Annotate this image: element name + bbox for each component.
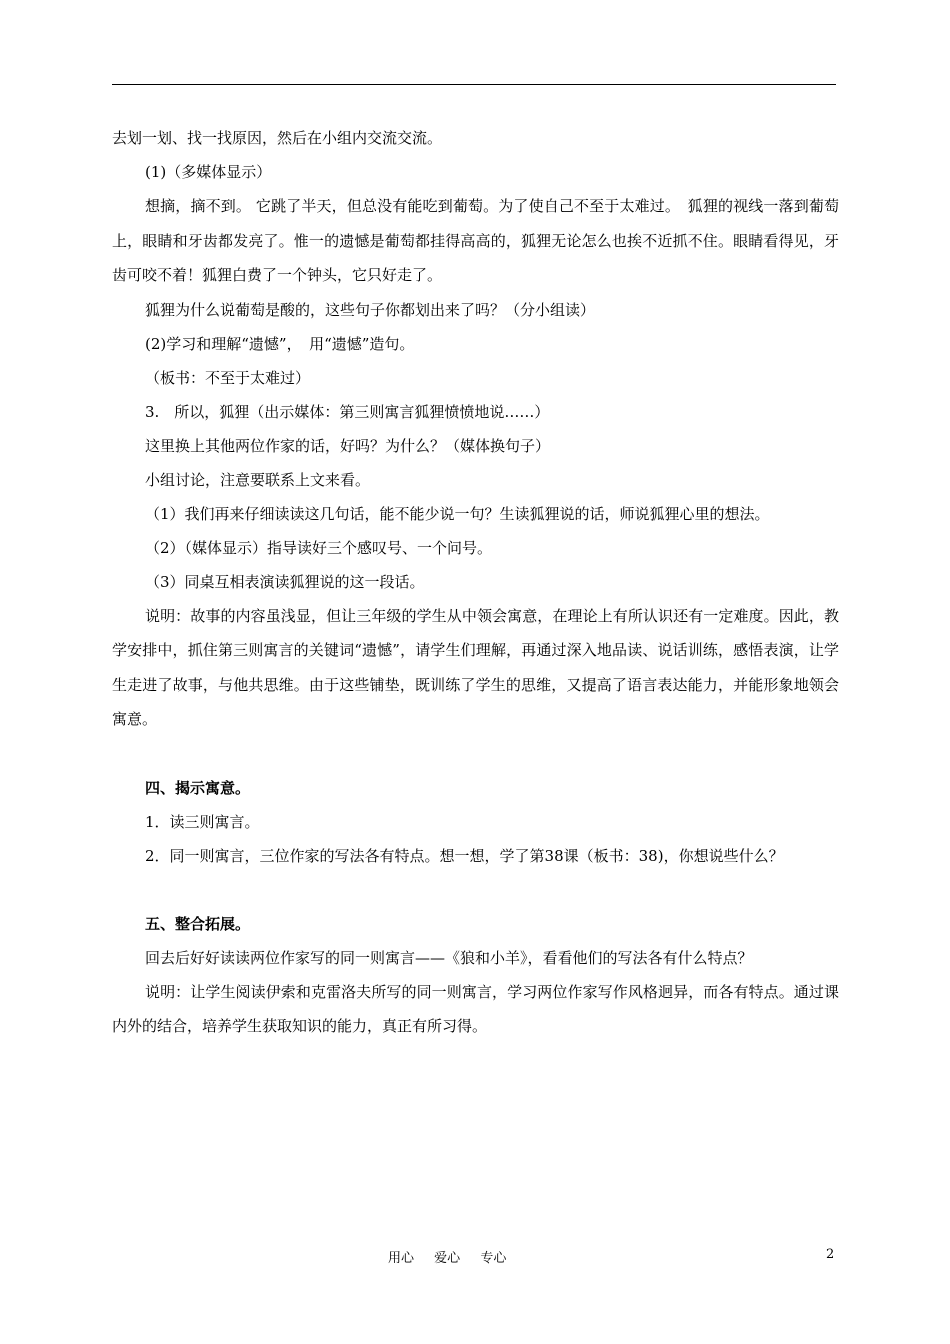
paragraph-media-1: (1)（多媒体显示） bbox=[145, 163, 272, 181]
paragraph-fox-story: 想摘，摘不到。 它跳了半天，但总没有能吃到葡萄。为了使自己不至于太难过。 狐狸的视线一落到葡萄上，眼睛和牙齿都发亮了。惟一的遗憾是葡萄都挂得高高的，狐狸无论怎么也挨不近抓不住。眼睛看得见，牙齿可咬不着！狐狸白费了一个钟头，它只好走了。 bbox=[112, 197, 839, 284]
paragraph-discussion: 小组讨论，注意要联系上文来看。 bbox=[145, 470, 371, 489]
spacer bbox=[112, 737, 839, 771]
paragraph-sub-3: （3）同桌互相表演读狐狸说的这一段话。 bbox=[145, 572, 425, 591]
paragraph-learn-yihan: (2)学习和理解“遗憾”， 用“遗憾”造句。 bbox=[145, 334, 415, 353]
section-4-item-1: 1．读三则寓言。 bbox=[145, 812, 260, 831]
section-5-paragraph-2: 说明：让学生阅读伊索和克雷洛夫所写的同一则寓言，学习两位作家写作风格迥异，而各有特点。通过课内外的结合，培养学生获取知识的能力，真正有所习得。 bbox=[112, 982, 839, 1035]
paragraph-explanation: 说明：故事的内容虽浅显，但让三年级的学生从中领会寓意，在理论上有所认识还有一定难度。因此，教学安排中，抓住第三则寓言的关键词“遗憾”，请学生们理解，再通过深入地品读、说话训练，感悟表演，让学生走进了故事，与他共思维。由于这些铺垫，既训练了学生的思维，又提高了语言表达能力，并能形象地领会寓意。 bbox=[112, 606, 839, 728]
paragraph-intro: 去划一划、找一找原因，然后在小组内交流交流。 bbox=[112, 129, 443, 147]
section-4-item-2: 2．同一则寓言，三位作家的写法各有特点。想一想，学了第38课（板书：38)，你想说些什么？ bbox=[145, 846, 784, 865]
section-4-heading: 四、揭示寓意。 bbox=[145, 778, 251, 797]
section-5-paragraph-1: 回去后好好读读两位作家写的同一则寓言——《狼和小羊》，看看他们的写法各有什么特点？ bbox=[145, 948, 753, 967]
document-body bbox=[112, 121, 839, 1044]
paragraph-board-note: （板书：不至于太难过） bbox=[145, 368, 311, 387]
header-rule bbox=[112, 84, 836, 85]
paragraph-question: 狐狸为什么说葡萄是酸的，这些句子你都划出来了吗？（分小组读） bbox=[145, 300, 596, 319]
footer-word-1: 用心 bbox=[388, 1251, 415, 1266]
section-5-heading: 五、整合拓展。 bbox=[145, 914, 251, 933]
footer-motto bbox=[388, 1247, 522, 1266]
page-number: 2 bbox=[826, 1247, 835, 1262]
footer-word-3: 专心 bbox=[480, 1251, 507, 1266]
paragraph-sub-2: （2）（媒体显示）指导读好三个感叹号、一个问号。 bbox=[145, 538, 493, 557]
paragraph-replace: 这里换上其他两位作家的话，好吗？为什么？（媒体换句子） bbox=[145, 436, 551, 455]
footer-word-2: 爱心 bbox=[434, 1251, 461, 1266]
paragraph-sub-1: （1）我们再来仔细读读这几句话，能不能少说一句？生读狐狸说的话，师说狐狸心里的想法。 bbox=[145, 504, 770, 523]
spacer bbox=[112, 873, 839, 907]
paragraph-step-3: 3. 所以，狐狸（出示媒体：第三则寓言狐狸愤愤地说……） bbox=[145, 402, 550, 421]
